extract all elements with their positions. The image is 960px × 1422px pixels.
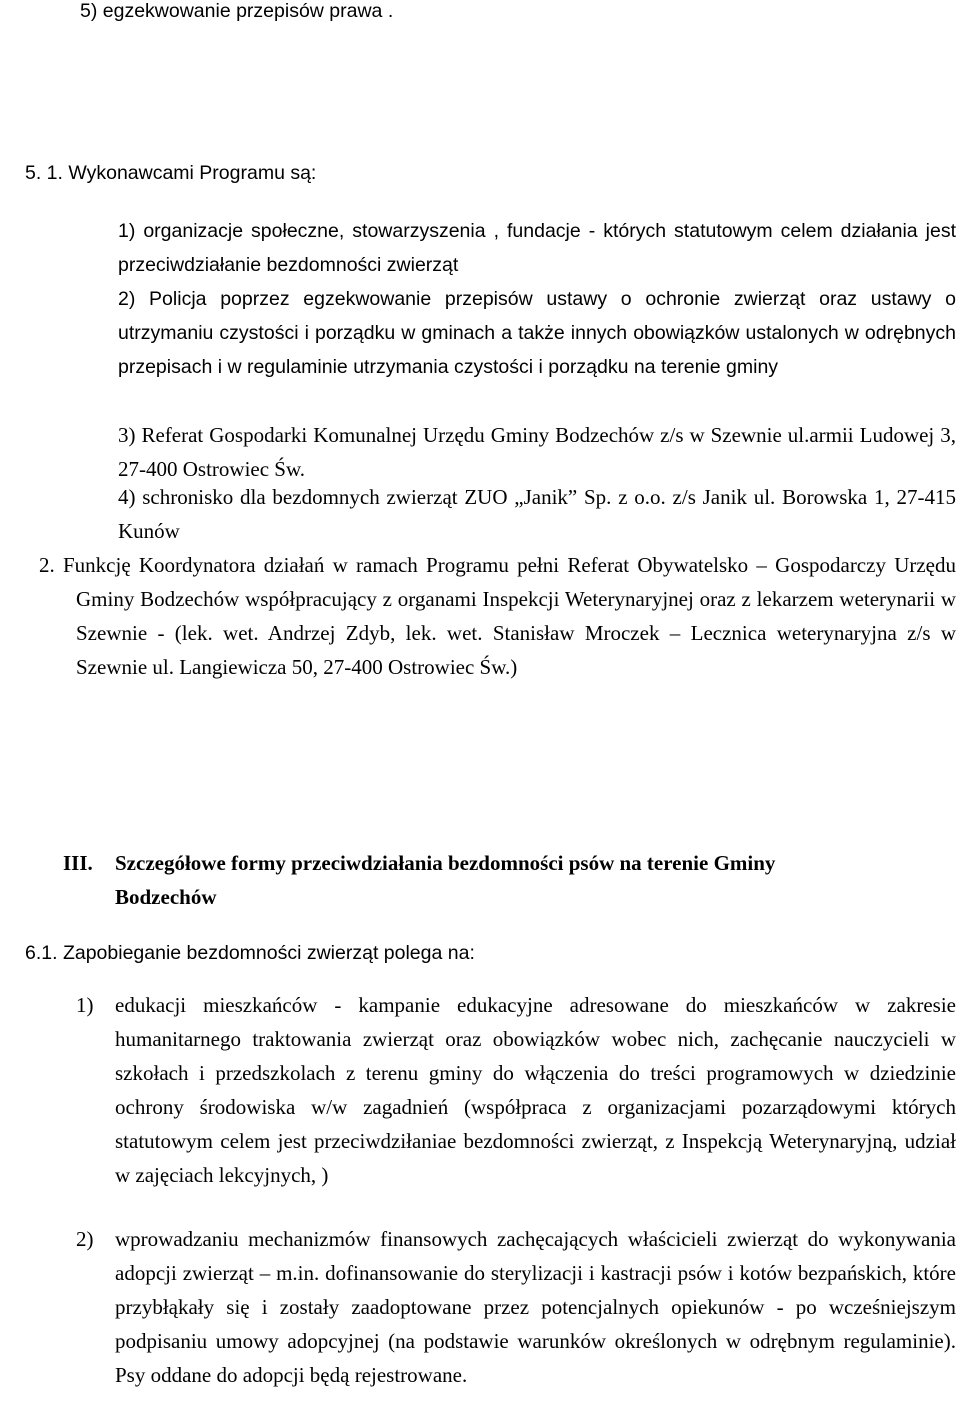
prevention-item-2-number: 2)	[76, 1227, 94, 1251]
section-title-line2: Bodzechów	[115, 885, 217, 909]
section-label-6-1: 6.1. Zapobieganie bezdomności zwierząt polega na:	[25, 942, 475, 964]
executor-item-3: 3) Referat Gospodarki Komunalnej Urzędu Gminy Bodzechów z/s w Szewnie ul.armii Ludowej 3, 27-400 Ostrowiec Św.	[118, 423, 956, 481]
coordinator-paragraph: 2. Funkcję Koordynatora działań w ramach Programu pełni Referat Obywatelsko – Gospodarczy Urzędu Gminy Bodzechów współpracujący z organami Inspekcji Weterynaryjnej oraz z lekarzem weterynarii w Szewnie - (lek. wet. Andrzej Zdyb, lek. wet. Stanisław Mroczek – Lecznica weterynaryjna z/s w Szewnie ul. Langiewicza 50, 27-400 Ostrowiec Św.)	[39, 553, 956, 679]
section-heading-iii: III. Szczegółowe formy przeciwdziałania bezdomności psów na terenie Gminy	[63, 851, 776, 875]
executor-item-1: 1) organizacje społeczne, stowarzyszenia , fundacje - których statutowym celem działania jest przeciwdziałanie bezdomności zwierząt	[118, 220, 956, 276]
executor-item-4: 4) schronisko dla bezdomnych zwierząt ZUO „Janik” Sp. z o.o. z/s Janik ul. Borowska 1, 27-415 Kunów	[118, 485, 956, 543]
prevention-item-1-number: 1)	[76, 993, 94, 1017]
section-title: Szczegółowe formy przeciwdziałania bezdomności psów na terenie Gminy	[115, 851, 776, 875]
prevention-item-1: edukacji mieszkańców - kampanie edukacyjne adresowane do mieszkańców w zakresie humanitarnego traktowania zwierząt oraz obowiązków wobec nich, zachęcanie nauczycieli w szkołach i przedszkolach z terenu gminy do włączenia do treści programowych w dziedzinie ochrony środowiska w/w zagadnień (współpraca z organizacjami pozarządowymi których statutowym celem jest przeciwdziłaniae bezdomności zwierząt, z Inspekcją Weterynaryjną, udział w zajęciach lekcyjnych, )	[115, 993, 956, 1187]
section-label-5-1: 5. 1. Wykonawcami Programu są:	[25, 162, 317, 184]
list-item-enforcement: 5) egzekwowanie przepisów prawa .	[80, 0, 394, 22]
executor-item-2: 2) Policja poprzez egzekwowanie przepisów ustawy o ochronie zwierząt oraz ustawy o utrzymaniu czystości i porządku w gminach a także innych obowiązków ustalonych w odrębnych przepisach i w regulaminie utrzymania czystości i porządku na terenie gminy	[118, 288, 956, 378]
prevention-item-2: wprowadzaniu mechanizmów finansowych zachęcających właścicieli zwierząt do wykonywania adopcji zwierząt – m.in. dofinansowanie do sterylizacji i kastracji psów i kotów bezpańskich, które przybłąkały się i zostały zaadoptowane przez potencjalnych opiekunów - po wcześniejszym podpisaniu umowy adopcyjnej (na podstawie warunków określonych w odrębnym regulaminie). Psy oddane do adopcji będą rejestrowane.	[115, 1227, 956, 1387]
